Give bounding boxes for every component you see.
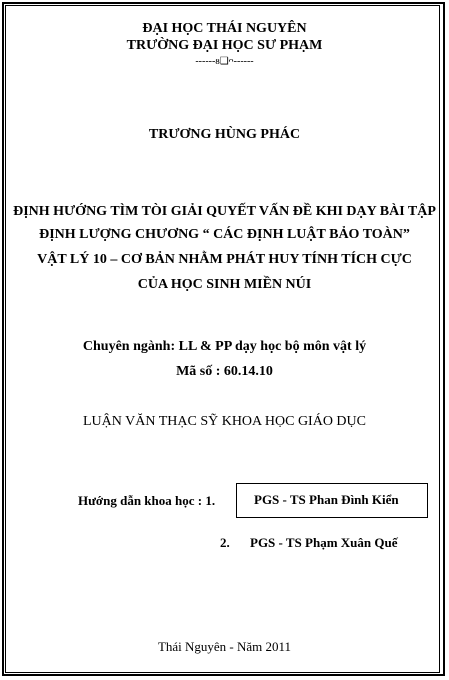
thesis-title-line-1: ĐỊNH HƯỚNG TÌM TÒI GIẢI QUYẾT VẤN ĐỀ KHI DẠY BÀI TẬP (13, 204, 436, 219)
university-name: ĐẠI HỌC THÁI NGUYÊN (142, 21, 307, 36)
thesis-title-line-2: ĐỊNH LƯỢNG CHƯƠNG “ CÁC ĐỊNH LUẬT BẢO TOÀN” (39, 227, 410, 242)
thesis-title-line-4: CỦA HỌC SINH MIỀN NÚI (137, 277, 312, 292)
thesis-title-line-3: VẬT LÝ 10 – CƠ BẢN NHẰM PHÁT HUY TÍNH TÍCH CỰC (37, 252, 412, 267)
supervisor-2: PGS - TS Phạm Xuân Quế (250, 535, 398, 550)
major-field: Chuyên ngành: LL & PP dạy học bộ môn vật lý (82, 339, 367, 354)
school-name: TRƯỜNG ĐẠI HỌC SƯ PHẠM (126, 38, 323, 53)
ornament-divider: ------ᴕ❑ᴖ------ (195, 56, 254, 67)
supervisor-label: Hướng dẫn khoa học : 1. (78, 493, 216, 508)
author-name: TRƯƠNG HÙNG PHÁC (148, 127, 301, 142)
place-date: Thái Nguyên - Năm 2011 (157, 639, 292, 654)
supervisor-1: PGS - TS Phan Đình Kiển (254, 492, 399, 507)
major-code: Mã số : 60.14.10 (176, 364, 273, 379)
degree-title: LUẬN VĂN THẠC SỸ KHOA HỌC GIÁO DỤC (83, 414, 366, 429)
supervisor-2-number: 2. (220, 535, 230, 550)
